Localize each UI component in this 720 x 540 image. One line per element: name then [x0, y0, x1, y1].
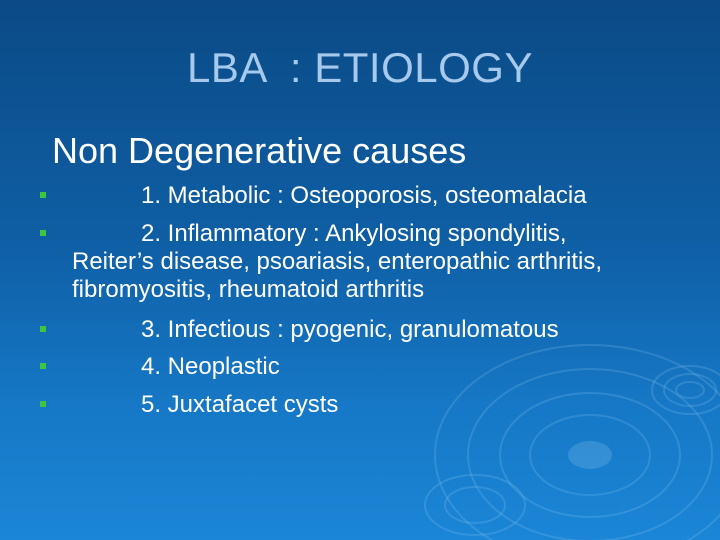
bullet-marker-icon: [40, 401, 46, 407]
bullet-marker-icon: [40, 326, 46, 332]
bullet-item-neoplastic: 4. Neoplastic: [141, 353, 280, 380]
slide-title: LBA : ETIOLOGY: [187, 44, 533, 91]
bullet-marker-icon: [40, 363, 46, 369]
bullet-item-inflammatory: [72, 220, 672, 304]
bullet-item-juxtafacet: 5. Juxtafacet cysts: [141, 391, 339, 418]
bullet-item-infectious: 3. Infectious : pyogenic, granulomatous: [141, 316, 559, 343]
bullet-marker-icon: [40, 230, 46, 236]
slide-subtitle: Non Degenerative causes: [52, 130, 467, 171]
bullet-item-inflammatory-line1: 2. Inflammatory : Ankylosing spondylitis,: [141, 220, 567, 247]
bullet-item-metabolic: 1. Metabolic : Osteoporosis, osteomalacia: [141, 182, 587, 209]
bullet-item-inflammatory-rest: Reiter’s disease, psoariasis, enteropathic arthritis, fibromyositis, rheumatoid arthritis: [72, 248, 603, 303]
bullet-marker-icon: [40, 192, 46, 198]
